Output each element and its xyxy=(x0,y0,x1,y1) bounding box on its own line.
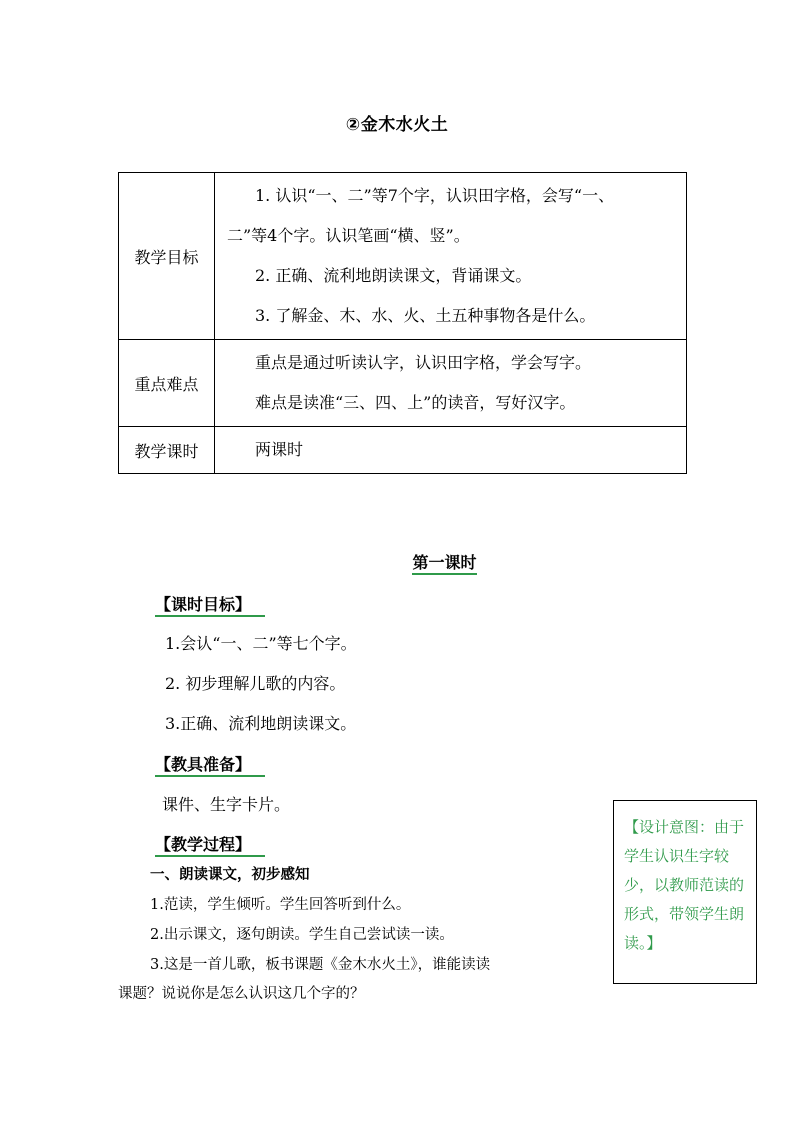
note-line: 【设计意图：由于 xyxy=(624,818,745,836)
process-step-continued: 课题？说说你是怎么认识这几个字的？ xyxy=(118,986,365,1002)
process-step: 1.范读，学生倾听。学生回答听到什么。 xyxy=(150,897,411,913)
process-heading: 【教学过程】 xyxy=(155,832,265,857)
row-content xyxy=(215,340,687,427)
prep-text: 课件、生字卡片。 xyxy=(162,795,291,814)
process-step: 3.这是一首儿歌，板书课题《金木水火土》，谁能读读 xyxy=(150,957,491,973)
lesson-heading-text: 第一课时 xyxy=(412,553,476,575)
process-step: 2.出示课文，逐句朗读。学生自己尝试读一读。 xyxy=(150,927,454,943)
table-row-periods xyxy=(119,427,687,474)
lesson-heading xyxy=(0,550,794,573)
prep-heading: 【教具准备】 xyxy=(155,752,265,777)
process-subheading: 一、朗读课文，初步感知 xyxy=(150,867,310,883)
lesson-info-table xyxy=(118,172,687,474)
note-line: 读。】 xyxy=(624,934,662,952)
row-label: 重点难点 xyxy=(119,340,215,427)
row-label: 教学目标 xyxy=(119,173,215,340)
table-row-objectives xyxy=(119,173,687,340)
row-label: 教学课时 xyxy=(119,427,215,474)
objective-line: 二”等4个字。认识笔画“横、竖”。 xyxy=(227,226,470,245)
note-line: 学生认识生字较 xyxy=(624,847,730,865)
periods-value: 两课时 xyxy=(255,440,304,459)
goal-item: 2. 初步理解儿歌的内容。 xyxy=(165,674,346,693)
goal-item: 1.会认“一、二”等七个字。 xyxy=(165,634,357,653)
design-intent-note xyxy=(613,800,757,984)
goal-item: 3.正确、流利地朗读课文。 xyxy=(165,714,357,733)
goals-heading: 【课时目标】 xyxy=(155,592,265,617)
note-line: 少，以教师范读的 xyxy=(624,876,745,894)
row-content xyxy=(215,427,687,474)
table-row-key-points xyxy=(119,340,687,427)
row-content xyxy=(215,173,687,340)
note-line: 形式，带领学生朗 xyxy=(624,905,745,923)
key-point-line: 重点是通过听读认字，认识田字格，学会写字。 xyxy=(255,353,592,372)
objective-line: 3. 了解金、木、水、火、土五种事物各是什么。 xyxy=(255,306,596,325)
document-title: ②金木水火土 xyxy=(345,115,449,135)
key-point-line: 难点是读准“三、四、上”的读音，写好汉字。 xyxy=(255,393,576,412)
objective-line: 2. 正确、流利地朗读课文，背诵课文。 xyxy=(255,266,532,285)
objective-line: 1. 认识“一、二”等7个字，认识田字格，会写“一、 xyxy=(255,186,615,205)
